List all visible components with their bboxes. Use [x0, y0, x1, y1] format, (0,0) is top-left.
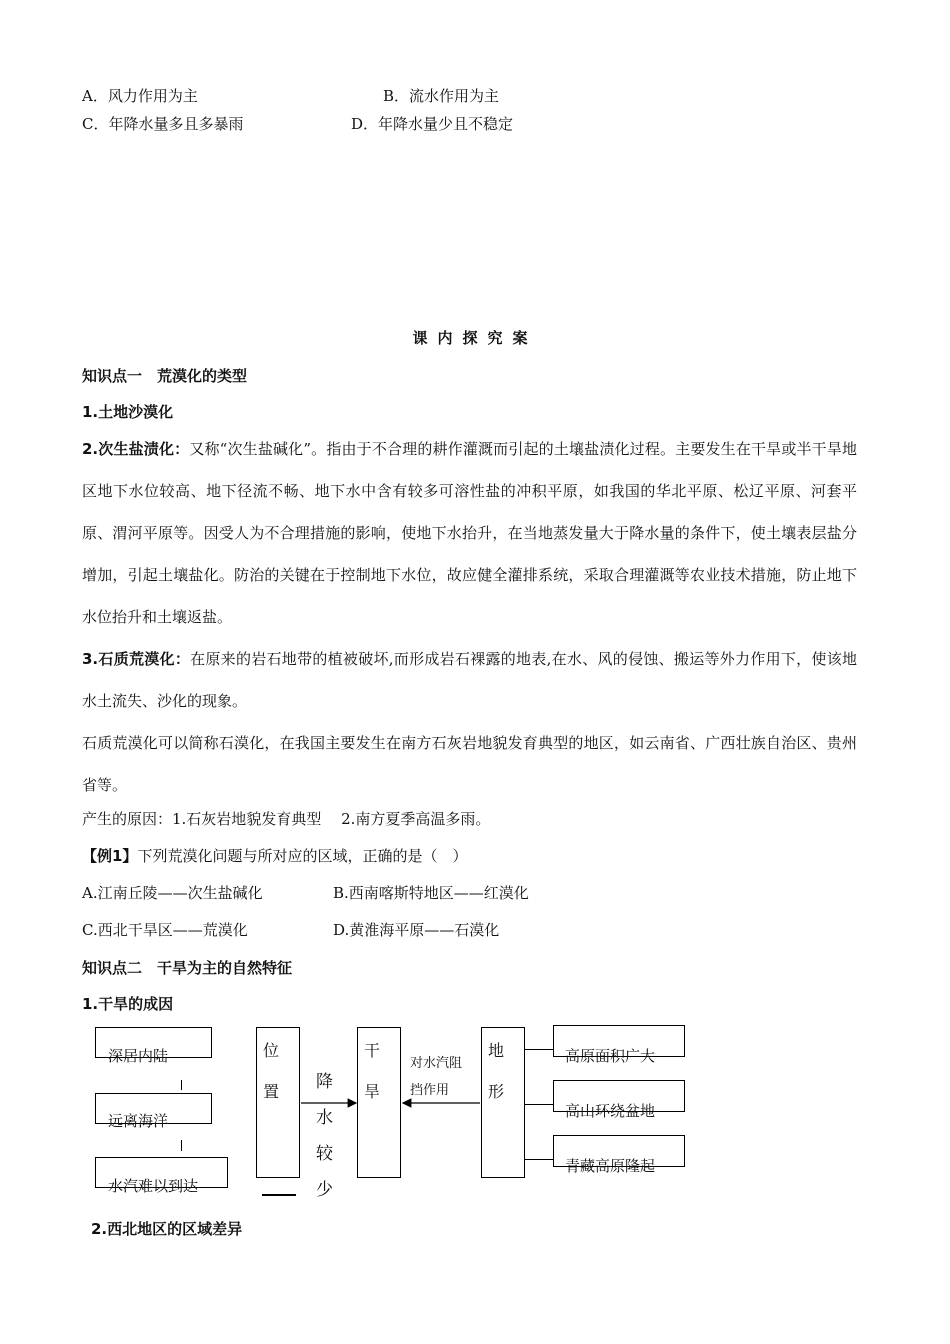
option-d: D．年降水量少且不稳定 — [351, 115, 514, 133]
drought-char-2: 旱 — [364, 1082, 381, 1101]
right-box-3-label: 青藏高原隆起 — [565, 1157, 656, 1175]
drought-char-1: 干 — [364, 1041, 381, 1060]
stone-desert-paragraph: 石质荒漠化可以简称石漠化，在我国主要发生在南方石灰岩地貌发育典型的地区，如云南省、广西壮族自治区、贵州省等。 — [82, 734, 857, 794]
example1-option-a: A.江南丘陵——次生盐碱化 — [82, 884, 263, 902]
right-box-1-label: 高原面积广大 — [565, 1047, 656, 1065]
left-box-3-label: 水汽难以到达 — [108, 1177, 199, 1195]
kp1-item1: 1.土地沙漠化 — [82, 403, 174, 421]
arrow-char-4: 少 — [316, 1180, 333, 1200]
kp2-heading: 知识点二 干旱为主的自然特征 — [82, 959, 293, 977]
kp1-heading: 知识点一 荒漠化的类型 — [82, 367, 248, 385]
example1-option-d: D.黄淮海平原——石漠化 — [333, 921, 500, 939]
example1-option-b: B.西南喀斯特地区——红漠化 — [333, 884, 529, 902]
arrow-char-3: 较 — [316, 1144, 333, 1164]
example1-option-c: C.西北干旱区——荒漠化 — [82, 921, 248, 939]
option-c: C．年降水量多且多暴雨 — [82, 115, 244, 133]
left-box-2-label: 远离海洋 — [108, 1112, 169, 1130]
kp1-item3-label: 3.石质荒漠化： — [82, 650, 191, 668]
example1-label: 【例1】 — [82, 847, 138, 865]
block-label-1: 对水汽阻 — [410, 1056, 463, 1071]
kp1-item3-text: 在原来的岩石地带的植被破坏,而形成岩石裸露的地表,在水、风的侵蚀、搬运等外力作用下，使该地水土流失、沙化的现象。 — [82, 650, 857, 710]
example1-question: 下列荒漠化问题与所对应的区域，正确的是（ ） — [137, 847, 468, 865]
position-char-1: 位 — [263, 1041, 280, 1060]
left-box-1-label: 深居内陆 — [108, 1047, 169, 1065]
kp2-item1: 1.干旱的成因 — [82, 995, 174, 1013]
kp2-item2: 2.西北地区的区域差异 — [91, 1220, 243, 1238]
kp1-item2-label: 2.次生盐渍化： — [82, 440, 190, 458]
right-box-2-label: 高山环绕盆地 — [565, 1102, 656, 1120]
arrow-char-1: 降 — [316, 1072, 333, 1092]
cause-text: 产生的原因：1.石灰岩地貌发育典型 2.南方夏季高温多雨。 — [82, 810, 491, 828]
option-b: B．流水作用为主 — [383, 87, 500, 105]
arrow-char-2: 水 — [316, 1108, 333, 1128]
terrain-char-2: 形 — [488, 1082, 505, 1101]
block-label-2: 挡作用 — [410, 1083, 450, 1098]
option-a: A．风力作用为主 — [82, 87, 198, 105]
section-title: 课内探究案 — [412, 329, 538, 347]
terrain-char-1: 地 — [488, 1041, 505, 1060]
kp1-item2-text: 又称“次生盐碱化”。指由于不合理的耕作灌溉而引起的土壤盐渍化过程。主要发生在干旱或半干旱地区地下水位较高、地下径流不畅、地下水中含有较多可溶性盐的冲积平原，如我国的华北平原、松辽平原、河套平原、渭河平原等。因受人为不合理措施的影响，使地下水抬升，在当地蒸发量大于降水量的条件下，使土壤表层盐分增加，引起土壤盐化。防治的关键在于控制地下水位，故应健全灌排系统，采取合理灌溉等农业技术措施，防止地下水位抬升和土壤返盐。 — [82, 440, 858, 626]
position-char-2: 置 — [263, 1082, 280, 1101]
